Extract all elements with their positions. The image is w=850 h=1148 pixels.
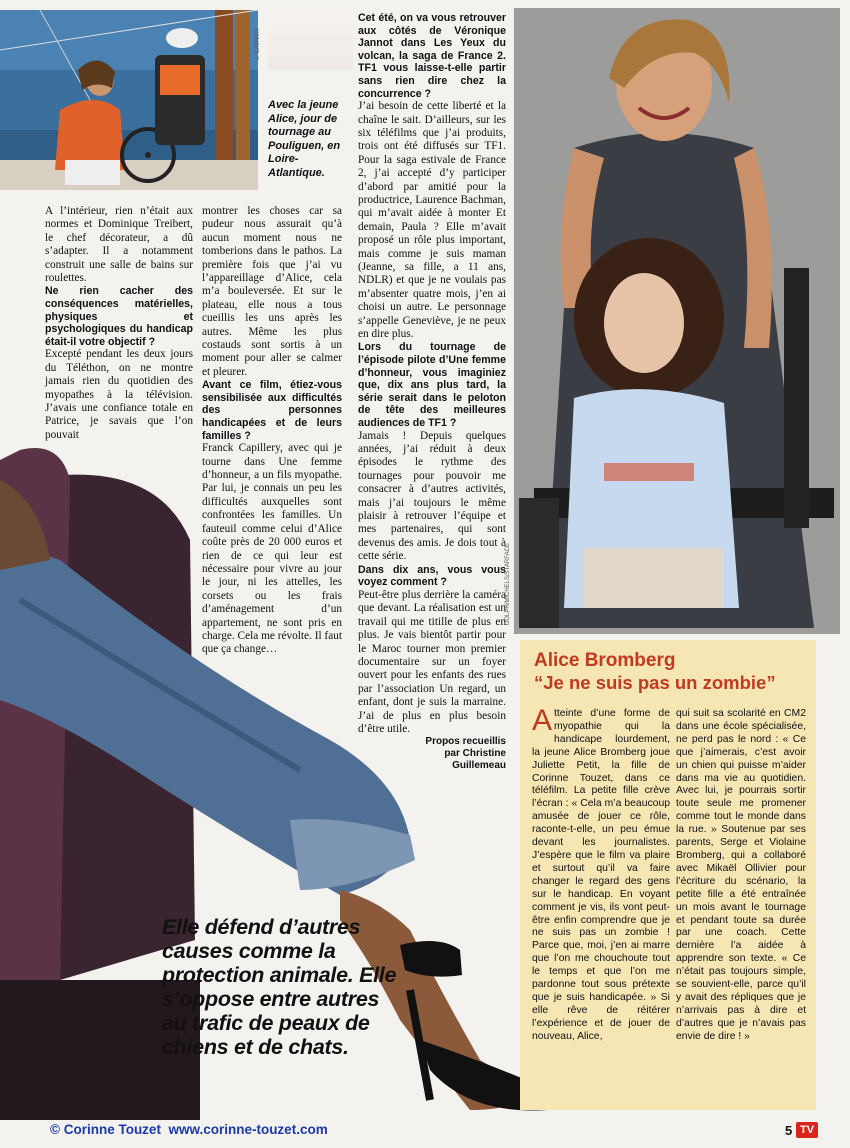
article-paragraph: A l’intérieur, rien n’était aux normes et Dominique Treibert, le chef décorateur, a dû s’adapter. Il a notamment construit une salle de bains sur roulettes. — [45, 205, 193, 285]
article-paragraph: Peut-être plus derrière la caméra que devant. La réalisation est un travail qui me titille de plus en plus. Je vais bientôt partir pour le Maroc tourner mon premier documentaire sur un foyer ouvert pour les enfants des rues par l’association Un regard, un enfant, dont je suis la marraine. J’ai de plus en plus besoin d’être utile. — [358, 588, 506, 735]
sidebar-text: tteinte d’une forme de myopathie qui la handicape lourdement, la jeune Alice Bromberg joue Juliette Petit, la fille de Corinne Touzet, dans ce téléfilm. La petite fille crève l’écran : « Cela m’a beaucoup amusée de jouer ce rôle, raconte-t-elle, un peu émue devant les journalistes. J’espère que le film va plaire et surtout qu’il va faire changer le regard des gens sur le handicap. En voyant comment je vis, ils vont peut-être enfin comprendre que je ne suis pas un zombie ! Parce que, moi, j’en ai marre que l’on me chouchoute tout le temps et que l’on me pardonne tout sous prétexte que je suis handicapée. » Si elle rêve de réitérer l’expérience et de jouer de nouveau, Alice, — [532, 708, 670, 1042]
pull-quote: Elle défend d’autres causes comme la protection animale. Elle s’oppose entre autres au trafic de peaux de chiens et de chats. — [162, 915, 397, 1059]
interview-question: Avant ce film, étiez-vous sensibilisée aux difficultés des personnes handicapées et de leurs familles ? — [202, 379, 342, 442]
photo-caption: Avec la jeune Alice, jour de tournage au Pouliguen, en Loire-Atlantique. — [268, 99, 341, 179]
drop-cap: A — [532, 704, 553, 737]
faded-header-fragment — [268, 10, 353, 70]
interview-question: Lors du tournage de l’épisode pilote d’Une femme d’honneur, vous imaginiez que, dix ans plus tard, la série serait dans le peloton de tête des meilleures audiences de TF1 ? — [358, 341, 506, 430]
page-number: 5 — [785, 1123, 793, 1138]
copyright-line: © Corinne Touzet www.corinne-touzet.com — [50, 1122, 328, 1137]
article-paragraph: Excepté pendant les deux jours du Téléthon, on ne montre jamais rien du quotidien des myopathes à la télévision. J’avais une confiance totale en Patrice, je savais que l’on pouvait — [45, 348, 193, 441]
tv-logo-icon — [796, 1122, 818, 1138]
sidebar-box — [520, 640, 816, 1110]
interview-question: Dans dix ans, vous vous voyez comment ? — [358, 563, 506, 589]
boat-photo — [0, 10, 258, 190]
portrait-photo — [514, 8, 840, 634]
article-paragraph: montrer les choses car sa pudeur nous assurait qu’à aucun moment nous ne tomberions dans le pathos. La première fois que j’ai vu l’appareillage d’Alice, cela m’a bouleversée. Et sur le plateau, elle nous a tous cueillis les uns après les autres. Même les plus costauds sont sortis à un moment pour aller se calmer et pleurer. — [202, 205, 342, 378]
tv-logo-text: TV — [799, 1124, 815, 1136]
sidebar-quote: “Je ne suis pas un zombie” — [534, 672, 776, 693]
interview-question: Cet été, on va vous retrouver aux côtés de Véronique Jannot dans Les Yeux du volcan, la saga de France 2. TF1 vous laisse-t-elle partir sans rien dire chez la concurrence ? — [358, 12, 506, 100]
signature: Propos recueillis par Christine Guillemeau — [425, 736, 506, 772]
sidebar-name: Alice Bromberg — [534, 650, 676, 671]
sidebar-column-2: qui suit sa scolarité en CM2 dans une école spécialisée, ne perd pas le nord : « Ce que j’aimerais, c’est avoir un chien qui puisse m’aider dans ma vie au quotidien. Avec lui, je pourrais sortir toute seule me promener comme tout le monde dans la rue. » Soutenue par ses parents, Serge et Violaine Bromberg, qui a collaboré avec Mikaël Ollivier pour l’écriture du scénario, la petite fille a été entraînée un mois avant le tournage et pendant toute sa durée par une coach. Cette dernière l’a aidée à apprendre son texte. « Ce n’était pas toujours simple, se souvient-elle, parce qu’il y avait des répliques que je n’arrivais pas à dire et d’autres que je n’avais pas envie de dire ! » — [676, 708, 806, 1042]
interview-question: Ne rien cacher des conséquences matérielles, physiques et psychologiques du handicap était-il votre objectif ? — [45, 285, 193, 348]
article-paragraph: Jamais ! Depuis quelques années, j’ai réduit à deux épisodes le rythme des tournages pour pouvoir me consacrer à d’autres activités, mais j’ai toujours le même plaisir à retrouver l’équipe et mes partenaires, qui sont devenus des amis. Je dois tout à cette série. — [358, 429, 506, 563]
right-photo-credit: DOLPH/MICHELS/STARFACE — [505, 543, 511, 625]
article-column-1 — [45, 205, 193, 442]
article-paragraph: J’ai besoin de cette liberté et la chaîne le sait. D’ailleurs, sur les six téléfilms que j’ai produits, trois ont été diffusés sur TF1. Pour la saga estivale de France 2, j’ai accepté d’y participer d’abord par amitié pour la productrice, Laurence Bachman, qui m’avait aidée à monter Et demain, Paula ? Elle m’avait proposé un rôle plus important, mais comme je suis maman (Jeanne, sa fille, a 11 ans, NDLR) et que je ne voulais pas m’absenter quatre mois, j’en ai choisi un autre. Le personnage s’appelle Geneviève, je ne peux en dire plus. — [358, 100, 506, 341]
article-paragraph: Franck Capillery, avec qui je tourne dans Une femme d’honneur, a un fils myopathe. Par lui, je connais un peu les difficultés auxquelles sont confrontées les familles. Un fauteuil comme celui d’Alice coûte près de 20 000 euros et rien de ce qui leur est nécessaire pour vivre au jour le jour, ni les attelles, les corsets ou les frais d’aménagement d’un appartement, ne sont pris en charge. Cela me révolte. Il faut que ça change… — [202, 442, 342, 656]
top-photo-credit: J. CAVANTI — [255, 28, 261, 60]
sidebar-column-1 — [532, 704, 670, 1044]
